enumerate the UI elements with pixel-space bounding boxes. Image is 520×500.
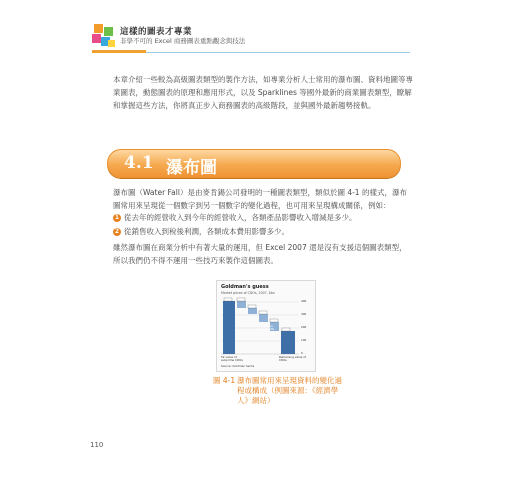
caption-text: 瀑布圖常用來呈現資料的變化過程或構成（例圖來源：《經濟學人》網站） [237,376,342,405]
bullet-text: 從銷售收入到稅後利潤，各類成本費用影響多少。 [124,227,289,236]
closing-paragraph: 雖然瀑布圖在商業分析中有著大量的運用，但 Excel 2007 還是沒有支援這個圖表類型，所以我們仍不得不運用一些技巧來製作這個圖表。 [113,243,407,265]
intro-paragraph: 本章介紹一些較為高級圖表類型的製作方法，如專業分析人士常用的瀑布圖、資料地圖等專業圖表，動態圖表的原理和應用形式，以及 Sparklines 等國外最新的商業圖表類型，瞭解和掌握這些方法，你將真正步入商務圖表的高級階段，並與國外最新趨勢接軌。 [113,75,413,110]
section-number: 4.1 [124,153,154,173]
inner-label: Previous write-offs [261,324,275,332]
bullet-marker: 2 [114,228,120,235]
header-accent-bar [92,50,146,53]
end-bar [281,331,295,354]
waterfall-figure [216,280,316,372]
source-label: Source: Goldman Sachs [221,364,255,368]
step-bar [237,301,246,308]
y-tick-label: 0 [301,351,303,355]
page-number: 110 [90,441,104,449]
y-tick-label: 400 [301,299,307,303]
bullet-item [113,226,413,238]
bullet-marker: 1 [114,214,120,221]
bullet-item [113,212,413,224]
figure-subtitle: Market prices of CDOs, 2007, $bn [221,291,275,295]
bullet-text: 從去年的經營收入到今年的經營收入，各類產品影響收入增減是多少。 [124,213,357,222]
y-tick-label: 300 [301,312,307,316]
y-tick-label: 100 [301,338,307,342]
start-bar [223,301,235,354]
left-bar-label: 52 value of subprime CDOs [221,355,243,363]
step-bar [248,308,257,314]
right-bar-label: Remaining value of CDOs [279,355,306,363]
cube-logo-icon [92,24,116,50]
header-subtitle: 非學不可的 Excel 商務圖表重點觀念與技法 [120,37,246,45]
header-title: 這樣的圖表才專業 [120,27,193,37]
caption-number: 圖 4-1 [213,376,236,385]
section-paragraph: 瀑布圖（Water Fall）是由麥肯錫公司發明的一種圖表類型，類似於圖 4-1 的樣式，瀑布圖常用來呈現從一個數字到另一個數字的變化過程，也可用來呈現構成關係，例如： [113,188,407,210]
y-tick-label: 200 [301,325,307,329]
step-bar [259,314,268,322]
figure-title: Goldman's guess [221,284,269,290]
section-title: 瀑布圖 [166,158,217,178]
